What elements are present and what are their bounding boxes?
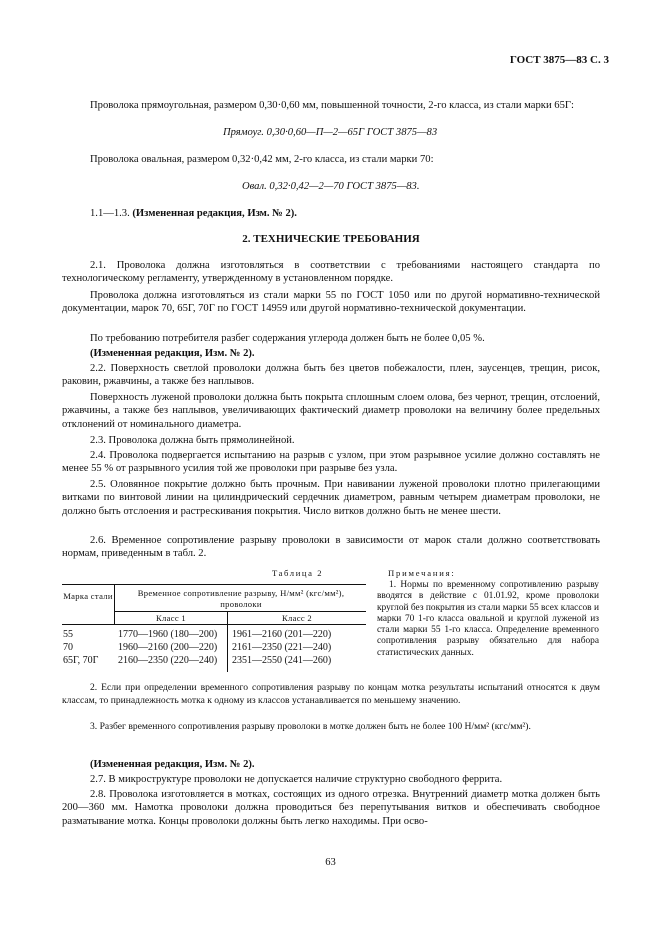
column-header-class-1: Класс 1 — [155, 613, 186, 623]
clause-2-1: 2.1. Проволока должна изготовляться в соответствии с требованиями настоящего стандарта по технологическому регламенту, утвержденному в установленном порядке. — [62, 260, 600, 285]
cell-class-1: 2160—2350 (220—240) — [118, 655, 218, 666]
clause-2-1-carbon: По требованию потребителя разбег содержания углерода должен быть не более 0,05 %. — [90, 333, 485, 344]
amendment-2-1: (Измененная редакция, Изм. № 2). — [90, 348, 255, 359]
column-header-class-2: Класс 2 — [281, 613, 312, 623]
clause-2-7: 2.7. В микроструктуре проволоки не допускается наличие структурно свободного феррита. — [90, 774, 503, 785]
note-1: 1. Нормы по временному сопротивлению разрыву вводятся в действие с 01.01.92, кроме проволоки круглой без покрытия из стали марки 55 всех классов и марки 70 1-го класса овальной и круглой луженой из стали марки 55 1-го класса. Определение временного сопротивления разрыву обязательно для набора статистических данных. — [377, 580, 599, 658]
cell-class-2: 2161—2350 (221—240) — [232, 642, 332, 653]
amendment-ref: 1.1—1.3. — [90, 208, 130, 219]
cell-class-2: 2351—2550 (241—260) — [232, 655, 332, 666]
clause-2-4: 2.4. Проволока подвергается испытанию на разрыв с узлом, при этом разрывное усилие должно составлять не менее 55 % от разрывного усилия той же проволоки при разрыве без узла. — [62, 450, 600, 475]
table-top-rule — [62, 584, 366, 585]
clause-2-6: 2.6. Временное сопротивление разрыву проволоки в зависимости от марок стали должно соответствовать нормам, приведенным в табл. 2. — [62, 535, 600, 560]
table-row — [63, 628, 98, 667]
cell-grade: 65Г, 70Г — [63, 655, 99, 666]
amendment-2-6: (Измененная редакция, Изм. № 2). — [90, 759, 255, 770]
amendment-line — [90, 207, 297, 220]
table-header-rule — [62, 624, 366, 625]
clause-2-3: 2.3. Проволока должна быть прямолинейной. — [90, 435, 295, 446]
table-caption: Таблица 2 — [272, 568, 324, 578]
note-2: 2. Если при определении временного сопротивления разрыву по концам мотка результаты испытаний относятся к двум классам, то принадлежность мотка к одному из классов устанавливается по меньшему значению. — [62, 682, 600, 707]
intro-paragraph-rect: Проволока прямоугольная, размером 0,30·0,60 мм, повышенной точности, 2-го класса, из стали марки 65Г: — [90, 100, 574, 111]
amendment-note: (Измененная редакция, Изм. № 2). — [132, 208, 297, 219]
designation-oval: Овал. 0,32·0,42—2—70 ГОСТ 3875—83. — [242, 181, 420, 192]
section-title: 2. ТЕХНИЧЕСКИЕ ТРЕБОВАНИЯ — [242, 233, 420, 245]
clause-2-8: 2.8. Проволока изготовляется в мотках, состоящих из одного отрезка. Внутренний диаметр мотка должен быть 200—360 мм. Намотка проволоки должна проводиться без перепутывания витков и обеспечивать свободное разматывание мотка. Концы проволоки должны быть легко находимы. При осво- — [62, 789, 600, 827]
column-header-group: Временное сопротивление разрыву, Н/мм² (кгс/мм²), проволоки — [137, 588, 345, 609]
table-row — [118, 628, 217, 667]
designation-rect: Прямоуг. 0,30·0,60—П—2—65Г ГОСТ 3875—83 — [223, 127, 438, 138]
clause-2-5: 2.5. Оловянное покрытие должно быть прочным. При навивании луженой проволоки плотно прилегающими витками по винтовой линии на цилиндрический сердечник диаметром, равным четырем диаметрам проволоки, не должно быть отслоения и растрескивания покрытия. Число витков должно быть не менее шести. — [62, 479, 600, 517]
cell-grade: 55 — [63, 629, 73, 640]
table-group-rule — [115, 611, 366, 612]
cell-grade: 70 — [63, 642, 73, 653]
cell-class-2: 1961—2160 (201—220) — [232, 629, 332, 640]
note-3: 3. Разбег временного сопротивления разрыву проволоки в мотке должен быть не более 100 Н/мм² (кгс/мм²). — [90, 721, 531, 732]
running-header: ГОСТ 3875—83 С. 3 — [509, 54, 609, 66]
cell-class-1: 1770—1960 (180—200) — [118, 629, 218, 640]
clause-2-1-steel: Проволока должна изготовляться из стали марки 55 по ГОСТ 1050 или по другой нормативно-технической документации, марок 70, 65Г, 70Г по ГОСТ 14959 или другой нормативно-технической документации. — [62, 290, 600, 315]
cell-class-1: 1960—2160 (200—220) — [118, 642, 218, 653]
page-number: 63 — [325, 857, 336, 868]
column-header-grade: Марка стали — [63, 591, 113, 601]
intro-paragraph-oval: Проволока овальная, размером 0,32·0,42 мм, 2-го класса, из стали марки 70: — [90, 154, 434, 165]
clause-2-2-tinned: Поверхность луженой проволоки должна быть покрыта сплошным слоем олова, без чернот, трещин, отслоений, ржавчины, а также без наплывов, увеличивающих фактический диаметр проволоки на величину более предельных отклонений от номинального диаметра. — [62, 392, 600, 430]
table-row — [232, 628, 331, 667]
table-body-divider — [227, 624, 228, 672]
notes-title: Примечания: — [388, 568, 456, 578]
clause-2-2: 2.2. Поверхность светлой проволоки должна быть без цветов побежалости, плен, заусенцев, трещин, рисок, раковин, ржавчины, а также без наплывов. — [62, 363, 600, 388]
